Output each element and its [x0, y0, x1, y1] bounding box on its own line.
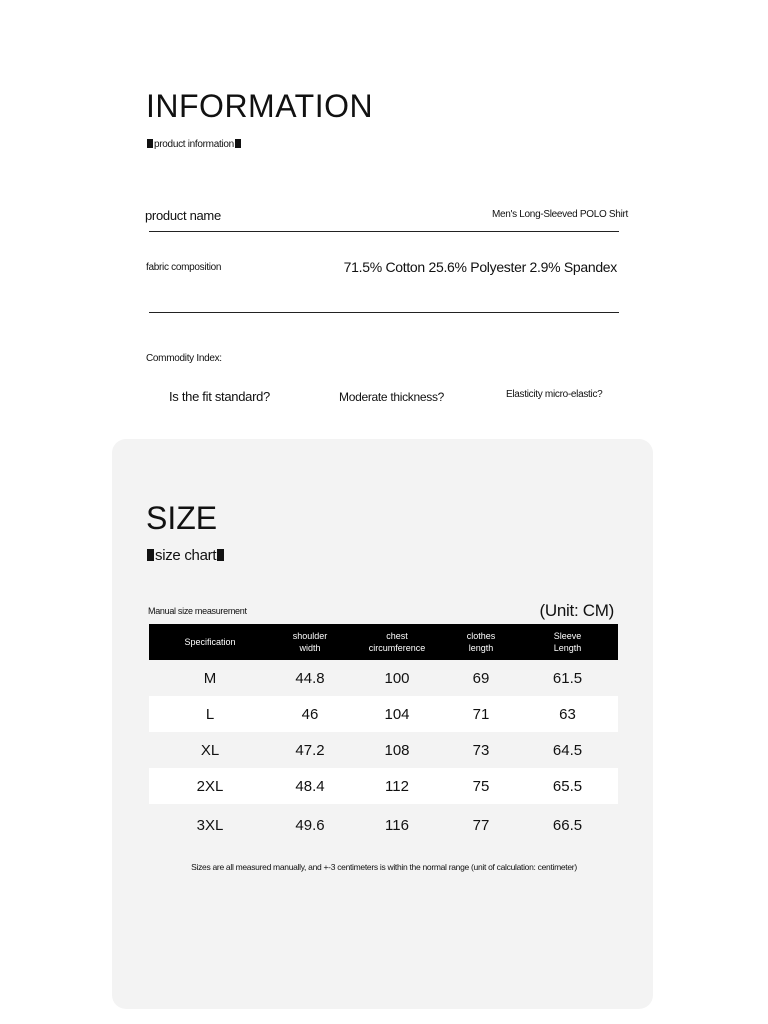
- divider: [149, 312, 619, 313]
- cell-size: XL: [200, 741, 220, 759]
- cell-size: L: [205, 705, 215, 723]
- cell-clothes-length: 71: [472, 705, 490, 723]
- bracket-glyph-icon: [147, 139, 153, 148]
- header-shoulder-width: shoulder width: [292, 631, 328, 653]
- table-row: [149, 768, 618, 804]
- information-subtitle: [146, 139, 242, 150]
- cell-chest: 100: [384, 669, 410, 687]
- cell-shoulder-width: 47.2: [295, 741, 325, 759]
- cell-shoulder-width: 48.4: [295, 777, 325, 795]
- header-chest-circumference: chest circumference: [368, 631, 426, 653]
- product-name-value: Men's Long-Sleeved POLO Shirt: [491, 209, 628, 220]
- size-chart-table: [149, 624, 618, 846]
- unit-label: (Unit: CM): [539, 601, 614, 620]
- cell-chest: 104: [384, 705, 410, 723]
- index-elasticity: Elasticity micro-elastic?: [506, 389, 603, 400]
- cell-shoulder-width: 44.8: [295, 669, 325, 687]
- size-subtitle-text: size chart: [155, 547, 217, 564]
- header-clothes-length: clothes length: [466, 631, 496, 653]
- bracket-glyph-icon: [147, 549, 154, 561]
- size-footnote: Sizes are all measured manually, and +-3 centimeters is within the normal range (unit of calculation: centimeter): [191, 862, 577, 872]
- table-row: [149, 660, 618, 696]
- table-row: [149, 732, 618, 768]
- cell-sleeve-length: 61.5: [552, 669, 583, 687]
- index-fit: Is the fit standard?: [169, 389, 270, 404]
- cell-clothes-length: 75: [472, 777, 490, 795]
- information-title: INFORMATION: [146, 88, 374, 124]
- cell-chest: 116: [385, 816, 409, 834]
- commodity-index-label: Commodity Index:: [146, 353, 222, 364]
- cell-clothes-length: 77: [472, 816, 490, 834]
- cell-size: 2XL: [196, 777, 224, 795]
- divider: [149, 231, 619, 232]
- bracket-glyph-icon: [217, 549, 224, 561]
- cell-size: 3XL: [196, 816, 224, 834]
- product-name-label: product name: [145, 208, 221, 223]
- cell-shoulder-width: 49.6: [295, 816, 325, 834]
- fabric-composition-label: fabric composition: [146, 262, 222, 273]
- cell-sleeve-length: 65.5: [552, 777, 583, 795]
- cell-sleeve-length: 66.5: [552, 816, 583, 834]
- cell-chest: 108: [384, 741, 410, 759]
- cell-size: M: [203, 669, 217, 687]
- information-subtitle-text: product information: [154, 139, 234, 150]
- fabric-composition-value: 71.5% Cotton 25.6% Polyester 2.9% Spandex: [343, 259, 617, 275]
- cell-sleeve-length: 63: [559, 705, 576, 723]
- manual-measurement-label: Manual size measurement: [148, 606, 247, 616]
- cell-chest: 112: [385, 777, 409, 795]
- size-title: SIZE: [146, 500, 218, 536]
- table-row: [149, 804, 618, 846]
- cell-sleeve-length: 64.5: [552, 741, 583, 759]
- cell-clothes-length: 73: [472, 741, 490, 759]
- cell-shoulder-width: 46: [301, 705, 319, 723]
- header-specification: Specification: [184, 637, 236, 647]
- table-row: [149, 696, 618, 732]
- bracket-glyph-icon: [235, 139, 241, 148]
- table-header-row: [149, 624, 618, 660]
- header-sleeve-length: Sleeve Length: [553, 631, 582, 653]
- size-subtitle: [146, 547, 225, 564]
- index-thickness: Moderate thickness?: [339, 390, 445, 404]
- cell-clothes-length: 69: [472, 669, 490, 687]
